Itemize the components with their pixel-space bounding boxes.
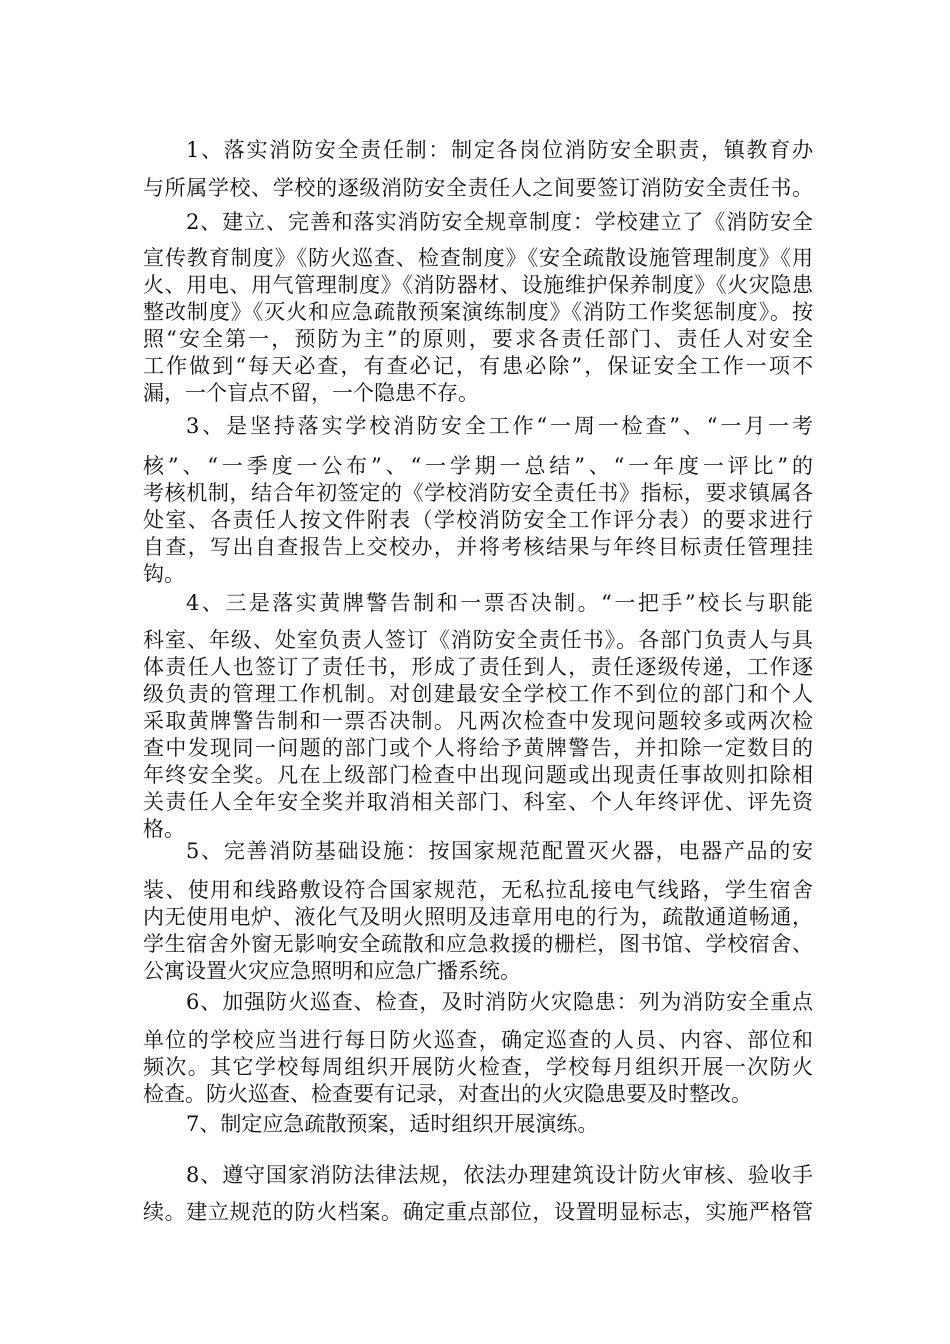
para-4-line-1: 4、三是落实黄牌警告制和一票否决制。“一把手”校长与职能 (186, 591, 813, 615)
para-1-line-2: 与所属学校、学校的逐级消防安全责任人之间要签订消防安全责任书。 (143, 176, 813, 200)
para-4-line-6: 查中发现同一问题的部门或个人将给予黄牌警告，并扣除一定数目的 (143, 736, 813, 760)
para-3-line-1: 3、是坚持落实学校消防安全工作“一周一检查”、“一月一考 (186, 414, 813, 438)
para-2-line-6: 工作做到“每天必查，有查必记，有患必除”，保证安全工作一项不 (143, 354, 813, 378)
para-4-line-4: 级负责的管理工作机制。对创建最安全学校工作不到位的部门和个人 (143, 682, 813, 706)
para-8-line-1: 8、遵守国家消防法律法规，依法办理建筑设计防火审核、验收手 (186, 1163, 813, 1187)
para-7-line-1: 7、制定应急疏散预案，适时组织开展演练。 (186, 1112, 599, 1136)
para-3-line-6: 钩。 (143, 562, 185, 586)
para-4-line-2: 科室、年级、处室负责人签订《消防安全责任书》。各部门负责人与具 (143, 628, 813, 652)
para-6-line-4: 检查。防火巡查、检查要有记录，对查出的火灾隐患要及时整改。 (143, 1082, 752, 1106)
para-3-line-2: 核”、“一季度一公布”、“一学期一总结”、“一年度一评比”的 (143, 454, 813, 478)
para-4-line-9: 格。 (143, 817, 185, 841)
para-3-line-3: 考核机制，结合年初签定的《学校消防安全责任书》指标，要求镇属各 (143, 481, 813, 505)
para-2-line-4: 整改制度》《灭火和应急疏散预案演练制度》《消防工作奖惩制度》。按 (143, 300, 813, 324)
para-2-line-5: 照“安全第一，预防为主”的原则，要求各责任部门、责任人对安全 (143, 327, 813, 351)
para-2-line-2: 宣传教育制度》《防火巡查、检查制度》《安全疏散设施管理制度》《用 (143, 246, 813, 270)
para-5-line-5: 公寓设置火灾应急照明和应急广播系统。 (143, 959, 521, 983)
para-6-line-2: 单位的学校应当进行每日防火巡查，确定巡查的人员、内容、部位和 (143, 1028, 813, 1052)
para-4-line-8: 关责任人全年安全奖并取消相关部门、科室、个人年终评优、评先资 (143, 790, 813, 814)
para-3-line-5: 自查，写出自查报告上交校办，并将考核结果与年终目标责任管理挂 (143, 535, 813, 559)
para-4-line-7: 年终安全奖。凡在上级部门检查中出现问题或出现责任事故则扣除相 (143, 763, 813, 787)
para-5-line-3: 内无使用电炉、液化气及明火照明及违章用电的行为，疏散通道畅通， (143, 905, 813, 929)
para-6-line-1: 6、加强防火巡查、检查，及时消防火灾隐患：列为消防安全重点 (186, 990, 813, 1014)
para-4-line-3: 体责任人也签订了责任书，形成了责任到人，责任逐级传递，工作逐 (143, 655, 813, 679)
para-2-line-7: 漏，一个盲点不留，一个隐患不存。 (143, 381, 479, 405)
para-3-line-4: 处室、各责任人按文件附表（学校消防安全工作评分表）的要求进行 (143, 508, 813, 532)
para-8-line-2: 续。建立规范的防火档案。确定重点部位，设置明显标志，实施严格管 (143, 1200, 813, 1224)
para-5-line-4: 学生宿舍外窗无影响安全疏散和应急救援的栅栏，图书馆、学校宿舍、 (143, 932, 813, 956)
para-5-line-2: 装、使用和线路敷设符合国家规范，无私拉乱接电气线路，学生宿舍 (143, 878, 813, 902)
para-1-line-1: 1、落实消防安全责任制：制定各岗位消防安全职责，镇教育办 (186, 138, 813, 162)
para-5-line-1: 5、完善消防基础设施：按国家规范配置灭火器，电器产品的安 (186, 839, 813, 863)
para-4-line-5: 采取黄牌警告制和一票否决制。凡两次检查中发现问题较多或两次检 (143, 709, 813, 733)
para-2-line-1: 2、建立、完善和落实消防安全规章制度：学校建立了《消防安全 (186, 210, 813, 234)
para-2-line-3: 火、用电、用气管理制度》《消防器材、设施维护保养制度》《火灾隐患 (143, 273, 813, 297)
para-6-line-3: 频次。其它学校每周组织开展防火检查，学校每月组织开展一次防火 (143, 1055, 813, 1079)
